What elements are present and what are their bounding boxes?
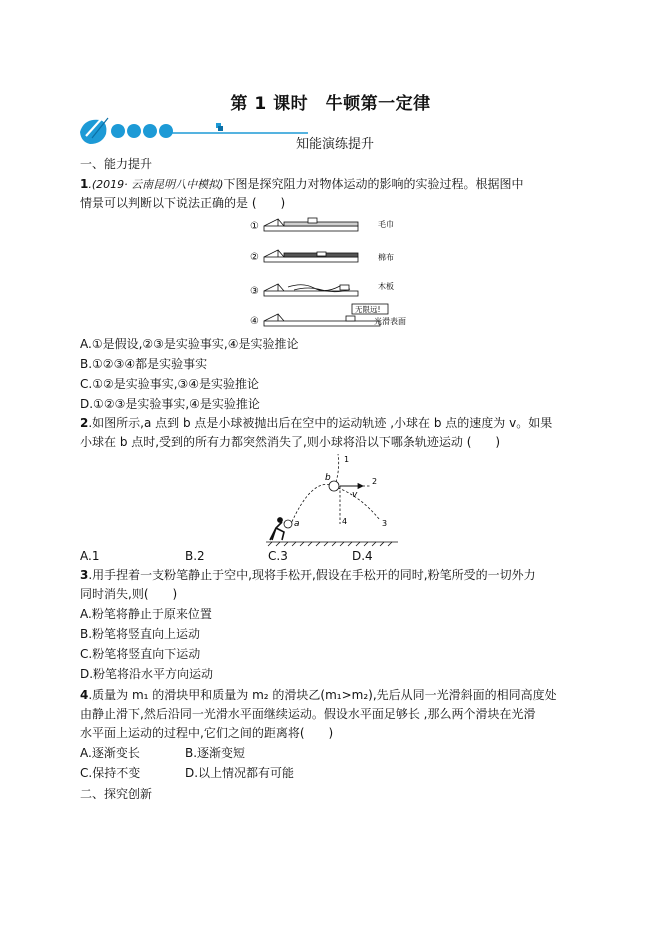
q4-line2: 由静止滑下,然后沿同一光滑水平面继续运动。假设水平面足够长 ,那么两个滑块在光滑 [80,707,536,721]
q1-line2: 情景可以判断以下说法正确的是 ( ) [80,196,286,210]
q3-option-a: A.粉笔将静止于原来位置 [80,607,212,621]
q2-option-d: D.4 [352,549,373,563]
q2-trajectory-figure [264,452,400,548]
q3-number: 3 [80,568,89,582]
page-title: 第 1 课时 牛顿第一定律 [230,94,431,114]
section-tag: 知能演练提升 [296,137,375,152]
q1-stem-1: 下图是探究阻力对物体运动的影响的实验过程。根据图中 [223,177,524,191]
q1-option-c: C.①②是实验事实,③④是实验推论 [80,377,260,391]
q1-fig-label-smooth: 光滑表面 [374,317,406,326]
q1-option-b: B.①②③④都是实验事实 [80,357,208,371]
q1-fig-label-infinite: 无限远! [355,305,381,314]
q4-option-b: B.逐渐变短 [185,746,246,760]
q3-option-c: C.粉笔将竖直向下运动 [80,647,201,661]
q4-option-c: C.保持不变 [80,766,141,780]
q1-number: 1 [80,177,89,191]
q3-option-b: B.粉笔将竖直向上运动 [80,627,201,641]
q1-fig-label-cotton: 棉布 [378,253,394,262]
q2-label-1: 1 [344,455,350,464]
q2-label-3: 3 [382,519,388,528]
heading-explore: 二、探究创新 [80,787,153,801]
q1-fig-num-3: ③ [250,286,259,297]
q4-option-a: A.逐渐变长 [80,746,140,760]
q4-line1 [80,686,557,705]
q2-label-4: 4 [342,517,348,526]
q3-line1 [80,566,536,585]
q1-fig-label-towel: 毛巾 [378,220,394,229]
q1-source: .(2019· 云南昆明八中模拟) [88,178,224,191]
q2-option-c: C.3 [268,549,288,563]
q2-number: 2 [80,416,89,430]
q2-line1 [80,414,552,433]
q1-fig-num-4: ④ [250,316,259,327]
q1-fig-num-2: ② [250,252,259,263]
banner-logo-icon [80,116,108,144]
heading-ability: 一、能力提升 [80,157,153,171]
q1-experiment-figure [248,216,423,334]
q4-option-d: D.以上情况都有可能 [185,766,295,780]
q2-option-a: A.1 [80,549,100,563]
q4-number: 4 [80,688,89,702]
q2-label-a: a [294,519,300,529]
q1-option-a: A.①是假设,②③是实验事实,④是实验推论 [80,337,299,351]
q1-line1 [80,175,523,194]
q4-line3: 水平面上运动的过程中,它们之间的距离将( ) [80,726,334,740]
q2-label-2: 2 [372,477,378,486]
q2-label-b: b [325,473,331,483]
q1-option-d: D.①②③是实验事实,④是实验推论 [80,397,260,411]
q2-option-b: B.2 [185,549,205,563]
q3-line2: 同时消失,则( ) [80,587,178,601]
section-banner [78,112,308,148]
q3-option-d: D.粉笔将沿水平方向运动 [80,667,214,681]
q1-fig-label-wood: 木板 [378,282,394,291]
q1-fig-num-1: ① [250,221,259,232]
q2-label-v: v [352,490,358,500]
q2-stem-1: .如图所示,a 点到 b 点是小球被抛出后在空中的运动轨迹 ,小球在 b 点的速度为 v。如果 [88,416,553,430]
q4-stem-1: .质量为 m₁ 的滑块甲和质量为 m₂ 的滑块乙(m₁>m₂),先后从同一光滑斜面的相同高度处 [88,688,557,702]
q3-stem-1: .用手捏着一支粉笔静止于空中,现将手松开,假设在手松开的同时,粉笔所受的一切外力 [88,568,536,582]
q2-line2: 小球在 b 点时,受到的所有力都突然消失了,则小球将沿以下哪条轨迹运动 ( ) [80,435,501,449]
